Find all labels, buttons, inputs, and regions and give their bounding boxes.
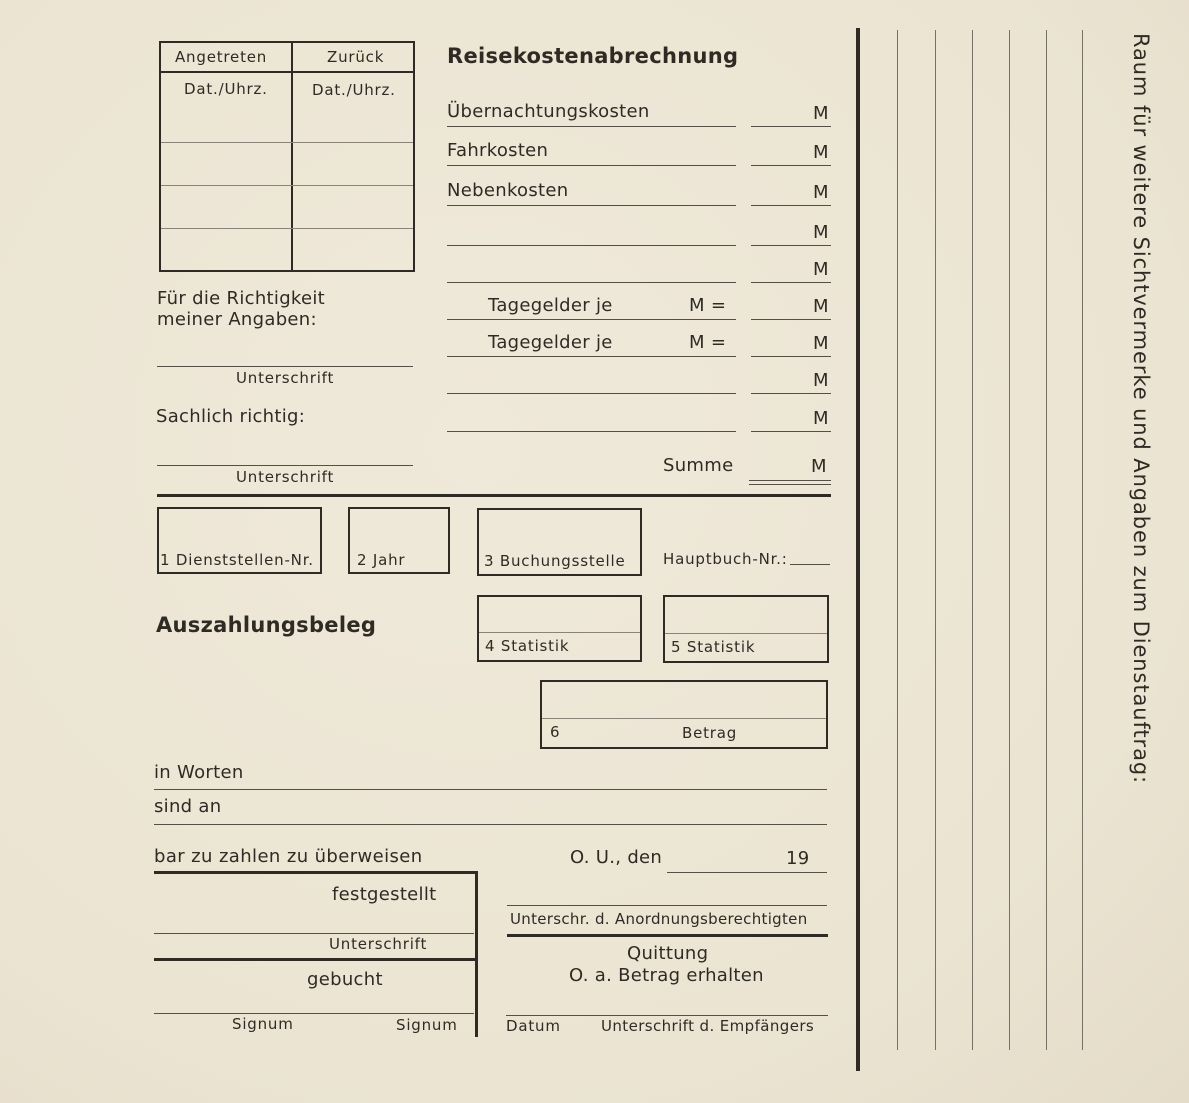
box-statistik-5-label: 5 Statistik bbox=[671, 638, 756, 656]
reise-sum-label: Summe bbox=[663, 455, 734, 476]
gebucht-label: gebucht bbox=[307, 969, 383, 990]
reise-label-line bbox=[447, 126, 736, 127]
reise-rate: M = bbox=[689, 295, 727, 316]
bar-zahlen-label: bar zu zahlen zu überweisen bbox=[154, 846, 423, 867]
side-column-line bbox=[1082, 30, 1083, 1050]
reise-row-label: Fahrkosten bbox=[447, 140, 549, 161]
reise-currency: M bbox=[813, 333, 829, 354]
date-table-col2-sub: Dat./Uhrz. bbox=[312, 81, 396, 99]
richtigkeit-label-line1: Für die Richtigkeit bbox=[157, 288, 326, 309]
festgestellt-line bbox=[154, 933, 474, 934]
box-betrag-line bbox=[542, 718, 826, 719]
signum-label-1: Signum bbox=[232, 1015, 294, 1033]
date-line bbox=[667, 872, 827, 873]
side-column-line bbox=[1046, 30, 1047, 1050]
side-vertical-text-wrap bbox=[1123, 33, 1153, 813]
hauptbuch-label: Hauptbuch-Nr.: bbox=[663, 550, 788, 568]
signum-label-2: Signum bbox=[396, 1016, 458, 1034]
reise-amount-line bbox=[751, 165, 831, 166]
reise-label-line bbox=[447, 165, 736, 166]
in-worten-label: in Worten bbox=[154, 762, 244, 783]
reise-currency: M bbox=[813, 182, 829, 203]
richtigkeit-label-line2: meiner Angaben: bbox=[157, 309, 317, 330]
box-buchungsstelle-label: 3 Buchungsstelle bbox=[484, 552, 626, 570]
reise-amount-line bbox=[751, 126, 831, 127]
reise-label-line bbox=[447, 393, 736, 394]
side-column-line bbox=[972, 30, 973, 1050]
unterschrift-label-1: Unterschrift bbox=[236, 369, 335, 387]
reise-currency: M bbox=[813, 259, 829, 280]
reise-amount-line bbox=[751, 319, 831, 320]
reise-row-label: Tagegelder je bbox=[488, 332, 613, 353]
date-table-col1-sub: Dat./Uhrz. bbox=[184, 80, 268, 98]
unterschrift-label-2: Unterschrift bbox=[236, 468, 335, 486]
reise-amount-line bbox=[751, 393, 831, 394]
box-statistik-4-label: 4 Statistik bbox=[485, 637, 570, 655]
year-label: 19 bbox=[786, 848, 810, 869]
auszahlungsbeleg-title: Auszahlungsbeleg bbox=[156, 613, 377, 637]
erhalten-label: O. a. Betrag erhalten bbox=[569, 965, 764, 986]
reise-currency: M bbox=[813, 142, 829, 163]
reise-label-line bbox=[447, 431, 736, 432]
reise-row-label: Tagegelder je bbox=[488, 295, 613, 316]
date-table-header-line bbox=[159, 71, 415, 73]
date-table-row-line bbox=[161, 228, 413, 229]
anordnung-top-line bbox=[507, 905, 827, 906]
date-table-divider bbox=[291, 41, 293, 272]
box-dienststellen-label: 1 Dienststellen-Nr. bbox=[160, 551, 314, 569]
date-table bbox=[159, 41, 415, 272]
side-column-line bbox=[935, 30, 936, 1050]
reise-amount-line bbox=[751, 245, 831, 246]
box-statistik-4-line bbox=[479, 632, 640, 633]
side-vertical-text: Raum für weitere Sichtvermerke und Angaben zum Dienstauftrag: bbox=[1129, 33, 1153, 785]
reise-row-label: Übernachtungskosten bbox=[447, 101, 650, 122]
signature-line-2 bbox=[157, 465, 413, 466]
signum-line bbox=[154, 1013, 474, 1014]
box-jahr-label: 2 Jahr bbox=[357, 551, 406, 569]
unterschrift-label-3: Unterschrift bbox=[329, 935, 428, 953]
reise-amount-line bbox=[751, 205, 831, 206]
anordnung-label: Unterschr. d. Anordnungsberechtigten bbox=[510, 910, 808, 928]
hauptbuch-line bbox=[790, 564, 830, 565]
festgestellt-right-border bbox=[475, 871, 478, 1037]
empfaenger-label: Unterschrift d. Empfängers bbox=[601, 1017, 815, 1035]
reise-label-line bbox=[447, 356, 736, 357]
box-betrag-num: 6 bbox=[550, 723, 561, 741]
festgestellt-label: festgestellt bbox=[332, 884, 437, 905]
reise-amount-line bbox=[751, 282, 831, 283]
reise-currency: M bbox=[813, 103, 829, 124]
date-table-row-line bbox=[161, 142, 413, 143]
date-table-row-line bbox=[161, 185, 413, 186]
reise-sum-line bbox=[749, 480, 831, 481]
reise-currency: M bbox=[813, 222, 829, 243]
sachlich-label: Sachlich richtig: bbox=[156, 406, 306, 427]
empfaenger-line bbox=[506, 1015, 828, 1016]
reise-sum-line bbox=[749, 484, 831, 485]
quittung-label: Quittung bbox=[627, 943, 709, 964]
signature-line-1 bbox=[157, 366, 413, 367]
datum-label: Datum bbox=[506, 1017, 561, 1035]
anordnung-bottom-line bbox=[507, 934, 828, 937]
reise-amount-line bbox=[751, 431, 831, 432]
main-vertical-border bbox=[856, 28, 860, 1071]
reise-title: Reisekostenabrechnung bbox=[447, 44, 739, 68]
date-table-col2-header: Zurück bbox=[327, 48, 385, 66]
sind-an-line bbox=[154, 824, 827, 825]
reise-currency: M bbox=[813, 408, 829, 429]
in-worten-line bbox=[154, 789, 827, 790]
box-statistik-5-line bbox=[665, 633, 827, 634]
reise-label-line bbox=[447, 205, 736, 206]
date-table-col1-header: Angetreten bbox=[175, 48, 268, 66]
side-column-line bbox=[1009, 30, 1010, 1050]
ort-label: O. U., den bbox=[570, 847, 663, 868]
reise-amount-line bbox=[751, 356, 831, 357]
festgestellt-top-line bbox=[154, 871, 478, 874]
side-column-line bbox=[897, 30, 898, 1050]
reise-rate: M = bbox=[689, 332, 727, 353]
gebucht-top-line bbox=[154, 958, 476, 961]
reise-row-label: Nebenkosten bbox=[447, 180, 569, 201]
box-betrag-label: Betrag bbox=[682, 724, 738, 742]
reise-label-line bbox=[447, 245, 736, 246]
sind-an-label: sind an bbox=[154, 796, 222, 817]
section-separator bbox=[157, 494, 831, 497]
reise-currency: M bbox=[813, 370, 829, 391]
reise-label-line bbox=[447, 319, 736, 320]
reise-currency: M bbox=[813, 296, 829, 317]
reise-label-line bbox=[447, 282, 736, 283]
reise-sum-currency: M bbox=[811, 456, 827, 477]
